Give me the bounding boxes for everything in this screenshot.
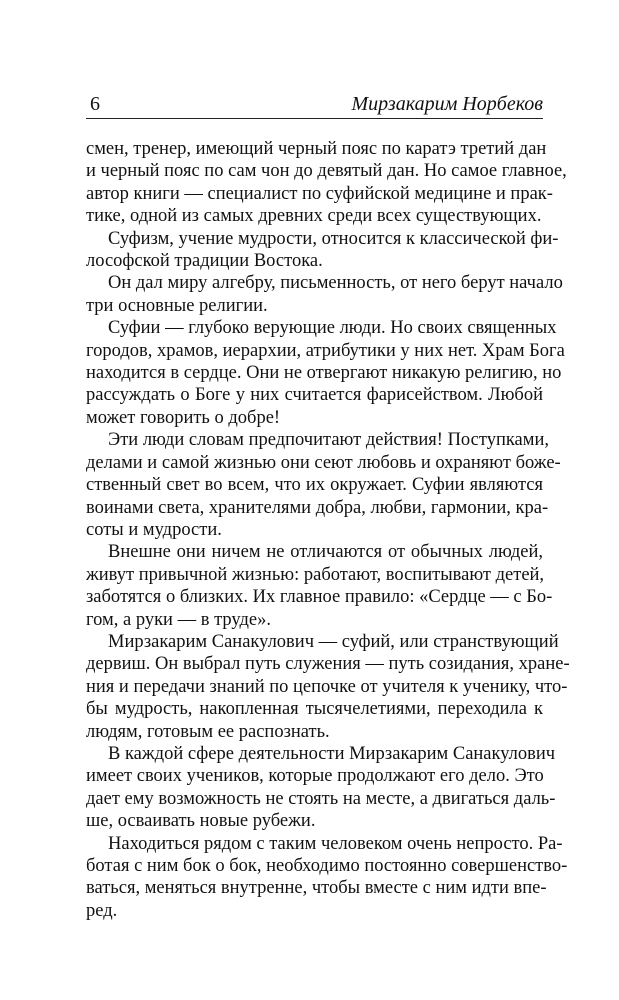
- text-line: В каждой сфере деятельности Мирзакарим Санакулович: [108, 743, 556, 764]
- paragraph: [86, 138, 567, 228]
- text-line: Мирзакарим Санакулович — суфий, или странствующий: [108, 631, 559, 652]
- text-line: Он дал миру алгебру, письменность, от него берут начало: [108, 273, 563, 294]
- text-line: может говорить о добре!: [86, 407, 281, 428]
- text-line: Эти люди словам предпочитают действия! Поступками,: [108, 430, 549, 451]
- text-line: заботятся о близких. Их главное правило: «Сердце — с Бо-: [86, 587, 553, 608]
- text-line: Внешне они ничем не отличаются от обычных людей,: [108, 542, 543, 563]
- page-header: [86, 91, 543, 119]
- body-text: [86, 138, 570, 922]
- text-line: ше, осваивать новые рубежи.: [86, 811, 316, 832]
- text-line: рассуждать о Боге у них считается фарисейством. Любой: [86, 385, 543, 406]
- text-line: лософской традиции Востока.: [86, 251, 323, 272]
- text-line: ственный свет во всем, что их окружает. Суфии являются: [86, 475, 543, 496]
- paragraph: [86, 272, 563, 317]
- page-number: 6: [90, 93, 100, 115]
- text-line: живут привычной жизнью: работают, воспитывают детей,: [86, 564, 545, 585]
- text-line: делами и самой жизнью они сеют любовь и охраняют боже-: [86, 452, 561, 473]
- text-line: людям, готовым ее распознать.: [86, 721, 330, 742]
- text-line: бы мудрость, накопленная тысячелетиями, переходила к: [86, 699, 543, 720]
- text-line: ния и передачи знаний по цепочке от учителя к ученику, что-: [86, 676, 568, 697]
- text-line: дает ему возможность не стоять на месте, а двигаться даль-: [86, 788, 556, 809]
- text-line: Суфизм, учение мудрости, относится к классической фи-: [108, 228, 559, 249]
- paragraph: [86, 317, 565, 429]
- running-title: Мирзакарим Норбеков: [351, 93, 543, 115]
- text-line: ред.: [86, 900, 118, 921]
- paragraph: [86, 631, 570, 743]
- paragraph: [86, 743, 556, 833]
- paragraph: [86, 429, 561, 541]
- text-line: ботая с ним бок о бок, необходимо постоянно совершенство-: [86, 856, 568, 876]
- text-line: три основные религии.: [86, 295, 268, 316]
- text-line: дервиш. Он выбрал путь служения — путь созидания, хране-: [86, 654, 570, 675]
- text-line: соты и мудрости.: [86, 519, 222, 540]
- text-line: воинами света, хранителями добра, любви, гармонии, кра-: [86, 497, 549, 518]
- text-line: и черный пояс по сам чон до девятый дан. Но самое главное,: [86, 161, 567, 182]
- paragraph: [86, 833, 568, 923]
- paragraph: [86, 541, 553, 631]
- header-rule: [86, 118, 543, 119]
- paragraph: [86, 228, 559, 273]
- text-line: городов, храмов, иерархии, атрибутики у них нет. Храм Бога: [86, 340, 565, 361]
- text-line: находится в сердце. Они не отвергают никакую религию, но: [86, 363, 562, 384]
- text-line: тике, одной из самых древних среди всех существующих.: [86, 206, 542, 227]
- text-line: имеет своих учеников, которые продолжают его дело. Это: [86, 766, 544, 787]
- text-line: автор книги — специалист по суфийской медицине и прак-: [86, 183, 553, 204]
- text-line: ваться, меняться внутренне, чтобы вместе с ним идти впе-: [86, 878, 547, 899]
- text-line: Находиться рядом с таким человеком очень непросто. Ра-: [108, 833, 563, 854]
- text-line: Суфии — глубоко верующие люди. Но своих священных: [108, 318, 557, 339]
- text-line: смен, тренер, имеющий черный пояс по каратэ третий дан: [86, 139, 547, 159]
- text-line: гом, а руки — в труде».: [86, 609, 271, 630]
